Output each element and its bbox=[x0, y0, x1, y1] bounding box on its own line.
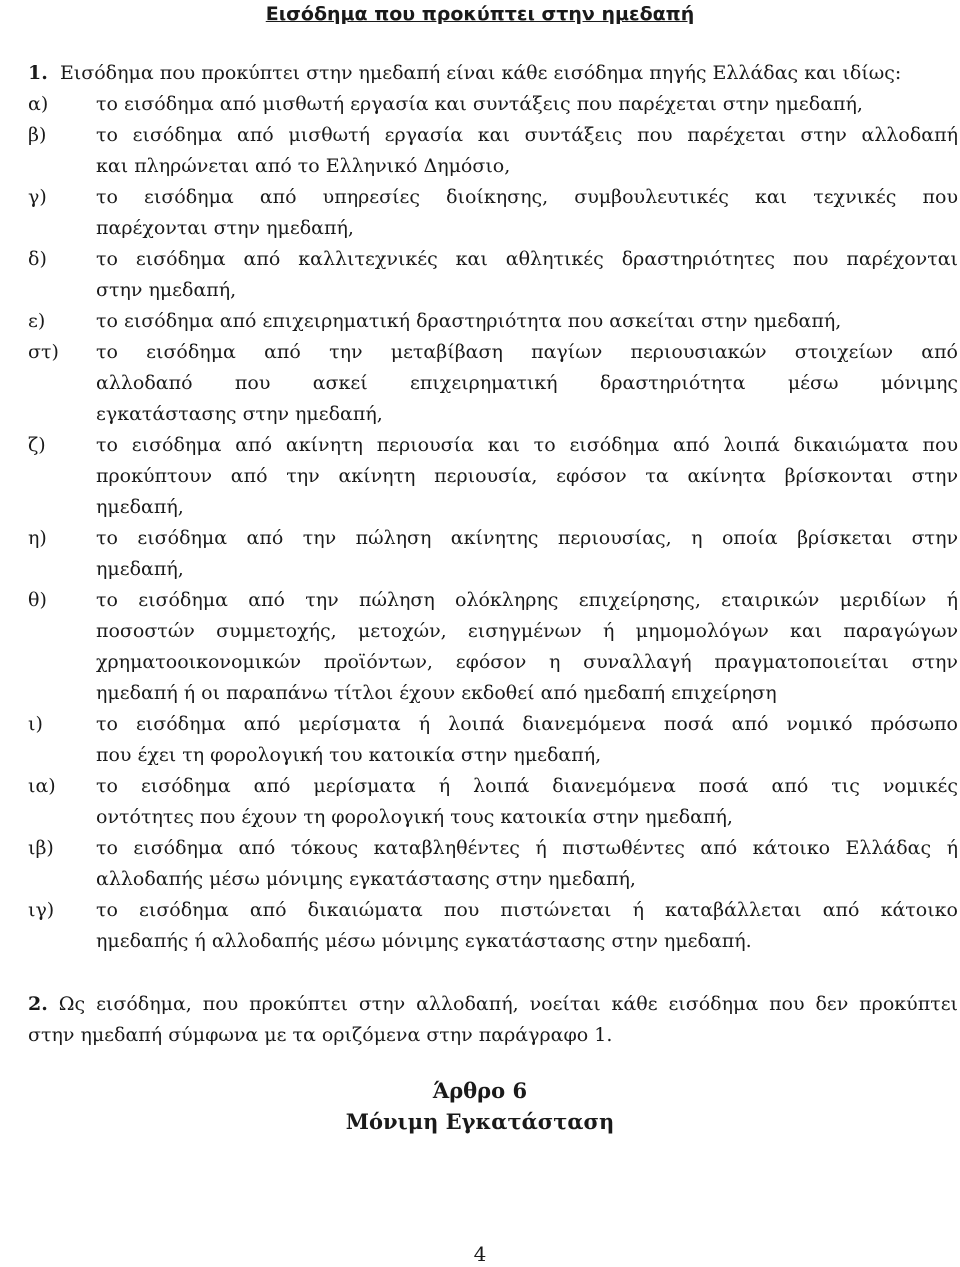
section-2-line: στην ημεδαπή σύμφωνα με τα οριζόμενα στην παράγραφο 1. bbox=[28, 1024, 613, 1046]
item-text-line: παρέχονται στην ημεδαπή, bbox=[96, 217, 354, 239]
item-label: α) bbox=[28, 93, 49, 115]
item-text-line: προκύπτουν από την ακίνητη περιουσία, εφόσον τα ακίνητα βρίσκονται στην bbox=[96, 465, 958, 487]
item-label: ε) bbox=[28, 310, 46, 332]
item-label: ι) bbox=[28, 713, 43, 735]
item-text-line: ημεδαπής ή αλλοδαπής μέσω μόνιμης εγκατάστασης στην ημεδαπή. bbox=[96, 930, 752, 952]
article-title: Μόνιμη Εγκατάσταση bbox=[345, 1109, 615, 1134]
item-text-line: το εισόδημα από ακίνητη περιουσία και το εισόδημα από λοιπά δικαιώματα που bbox=[96, 434, 958, 456]
page-number: 4 bbox=[473, 1242, 487, 1266]
item-text-line: χρηματοοικονομικών προϊόντων, εφόσον η συναλλαγή πραγματοποιείται στην bbox=[96, 651, 958, 673]
item-text-line: το εισόδημα από την πώληση ολόκληρης επιχείρησης, εταιρικών μεριδίων ή bbox=[96, 589, 958, 611]
item-text-line: το εισόδημα από καλλιτεχνικές και αθλητικές δραστηριότητες που παρέχονται bbox=[96, 248, 958, 270]
item-text-line: το εισόδημα από μισθωτή εργασία και συντάξεις που παρέχεται στην ημεδαπή, bbox=[96, 93, 863, 115]
item-text-line: εγκατάστασης στην ημεδαπή, bbox=[96, 403, 383, 425]
item-label: γ) bbox=[28, 186, 47, 208]
item-text-line: και πληρώνεται από το Ελληνικό Δημόσιο, bbox=[96, 155, 511, 177]
section-1-intro: Εισόδημα που προκύπτει στην ημεδαπή είναι κάθε εισόδημα πηγής Ελλάδας και ιδίως: bbox=[59, 62, 902, 84]
item-text-line: το εισόδημα από μερίσματα ή λοιπά διανεμόμενα ποσά από νομικό πρόσωπο bbox=[96, 713, 958, 735]
item-text-line: αλλοδαπό που ασκεί επιχειρηματική δραστηριότητα μέσω μόνιμης bbox=[96, 372, 958, 394]
section-2-number: 2. bbox=[28, 993, 48, 1015]
item-text-line: ημεδαπή ή οι παραπάνω τίτλοι έχουν εκδοθεί από ημεδαπή επιχείρηση bbox=[96, 682, 777, 704]
item-text-line: ημεδαπή, bbox=[96, 496, 184, 518]
section-2-text: Ως εισόδημα, που προκύπτει στην αλλοδαπή, νοείται κάθε εισόδημα που δεν προκύπτει bbox=[58, 993, 958, 1015]
item-text-line: το εισόδημα από την πώληση ακίνητης περιουσίας, η οποία βρίσκεται στην bbox=[96, 527, 958, 549]
item-text-line: το εισόδημα από υπηρεσίες διοίκησης, συμβουλευτικές και τεχνικές που bbox=[96, 186, 958, 208]
item-text-line: το εισόδημα από δικαιώματα που πιστώνεται ή καταβάλλεται από κάτοικο bbox=[96, 899, 958, 921]
section-2-line bbox=[28, 989, 958, 1020]
item-label: ια) bbox=[28, 775, 56, 797]
item-text-line: που έχει τη φορολογική του κατοικία στην ημεδαπή, bbox=[96, 744, 602, 766]
item-text-line: οντότητες που έχουν τη φορολογική τους κατοικία στην ημεδαπή, bbox=[96, 806, 733, 828]
item-label: β) bbox=[28, 124, 47, 146]
item-text-line: το εισόδημα από μισθωτή εργασία και συντάξεις που παρέχεται στην αλλοδαπή bbox=[96, 124, 958, 146]
item-text-line: το εισόδημα από την μεταβίβαση παγίων περιουσιακών στοιχείων από bbox=[96, 341, 958, 363]
article-number: Άρθρο 6 bbox=[432, 1078, 528, 1103]
item-text-line: ποσοστών συμμετοχής, μετοχών, εισηγμένων ή μημομολόγων και παραγώγων bbox=[96, 620, 958, 642]
item-text-line: το εισόδημα από μερίσματα ή λοιπά διανεμόμενα ποσά από τις νομικές bbox=[96, 775, 958, 797]
item-label: ιβ) bbox=[28, 837, 54, 859]
item-label: θ) bbox=[28, 589, 47, 611]
item-text-line: στην ημεδαπή, bbox=[96, 279, 237, 301]
item-label: στ) bbox=[28, 341, 59, 363]
page-title: Εισόδημα που προκύπτει στην ημεδαπή bbox=[265, 3, 695, 25]
section-1-number: 1. bbox=[28, 62, 48, 84]
item-label: δ) bbox=[28, 248, 47, 270]
item-text-line: ημεδαπή, bbox=[96, 558, 184, 580]
item-text-line: το εισόδημα από τόκους καταβληθέντες ή πιστωθέντες από κάτοικο Ελλάδας ή bbox=[96, 837, 958, 859]
item-label: η) bbox=[28, 527, 47, 549]
item-label: ιγ) bbox=[28, 899, 55, 921]
item-text-line: το εισόδημα από επιχειρηματική δραστηριότητα που ασκείται στην ημεδαπή, bbox=[96, 310, 842, 332]
item-text-line: αλλοδαπής μέσω μόνιμης εγκατάστασης στην ημεδαπή, bbox=[96, 868, 636, 890]
item-label: ζ) bbox=[28, 434, 46, 456]
section-1-intro-line bbox=[28, 58, 901, 89]
